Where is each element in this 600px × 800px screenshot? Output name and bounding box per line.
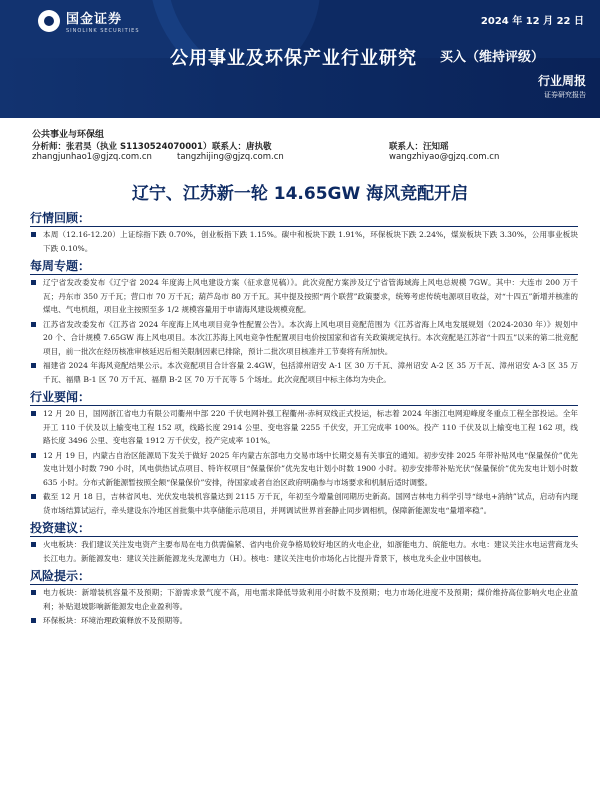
bullet-icon xyxy=(31,411,36,416)
bullet-item: 电力板块：新增装机容量不及预期；下游需求景气度不高，用电需求降低导致利用小时数不及预期；电力市场化进度不及预期；煤价维持高位影响火电企业盈利；补贴退坡影响新能源发电企业盈利等。 xyxy=(30,586,578,613)
bullet-item: 12 月 19 日，内蒙古自治区能源局下发关于做好 2025 年内蒙古东部电力交易市场中长期交易有关事宜的通知。初步安排 2025 年带补贴风电“保量保价”优先发电计划小时数 790 小时，风电供热试点项目、特许权项目“保量保价”优先发电计划小时数 1900 小时。初步安排带补贴光伏“保量保价”优先发电计划小时数 635 小时。分布式新能源暂按照全额“保量保价”安排，待国家或者自治区政府明确参与市场要求和机制后适时调整。 xyxy=(30,449,578,490)
header-banner xyxy=(0,0,600,118)
logo-icon xyxy=(38,10,60,32)
bullet-icon xyxy=(31,453,36,458)
bullet-item: 辽宁省发改委发布《辽宁省 2024 年度海上风电建设方案（征求意见稿）》。此次竞配方案涉及辽宁省管海域海上风电总规模 7GW。其中：大连市 200 万千瓦；丹东市 350 万千瓦；营口市 70 万千瓦；葫芦岛市 80 万千瓦。其中提及按照“两个联营”政策要求，统筹考虑传统电源项目收益，对“十四五”新增并核准的煤电、气电机组，项目业主按照至多 1/2 规模容量用于申请海风建设规模竞配。 xyxy=(30,276,578,317)
brand-name-en: SINOLINK SECURITIES xyxy=(66,28,140,34)
analyst-name: 分析师：张君昊（执业 S1130524070001） xyxy=(32,142,212,152)
bullet-item: 12 月 20 日，国网浙江省电力有限公司衢州中部 220 千伏电网补强工程衢州-赤柯双线正式投运，标志着 2024 年浙江电网迎峰度冬重点工程全部投运。全年开工 110 千伏及以上输变电工程 152 项，线路长度 2914 公里、变电容量 2255 千伏安，开工完成率 100%。投产 110 千伏及以上输变电工程 162 项，线路长度 3496 公里、变电容量 1912 万千伏安，投产完成率 101%。 xyxy=(30,407,578,448)
email-link[interactable]: zhangjunhao1@gjzq.com.cn xyxy=(32,152,152,162)
section-investment-advice xyxy=(30,520,578,565)
report-date: 2024 年 12 月 22 日 xyxy=(480,16,584,27)
report-title: 辽宁、江苏新一轮 14.65GW 海风竞配开启 xyxy=(131,184,469,204)
section-risk-warning xyxy=(30,568,578,628)
sector-group: 公共事业与环保组 xyxy=(32,130,105,140)
section-industry-news xyxy=(30,389,578,517)
bullet-icon xyxy=(31,494,36,499)
contact-name: 联系人：汪知瑶 xyxy=(389,142,449,152)
section-market-review xyxy=(30,210,578,255)
brand-logo xyxy=(38,8,140,34)
section-weekly-topic xyxy=(30,258,578,386)
bullet-icon xyxy=(31,322,36,327)
bullet-icon xyxy=(31,542,36,547)
bullet-item: 截至 12 月 18 日，吉林省风电、光伏发电装机容量达到 2115 万千瓦，年初至今增量创同期历史新高。国网吉林电力科学引导“绿电+消纳”试点，启动有内现货市场结算试运行，牵头建设东冷地区首批集中共享储能示范项目，并网调试世界首套静止同步调相机，保障新能源发电“量增率稳”。 xyxy=(30,490,578,517)
contact-name: 联系人：唐执敬 xyxy=(212,142,272,152)
bullet-icon xyxy=(31,590,36,595)
rating-badge: 买入（维持评级） xyxy=(439,50,544,65)
bullet-item: 本周（12.16-12.20）上证综指下跌 0.70%，创业板指下跌 1.15%。碳中和板块下跌 1.91%，环保板块下跌 2.24%，煤炭板块下跌 3.30%，公用事业板块下跌 0.10%。 xyxy=(30,228,578,255)
report-subtype: 证券研究报告 xyxy=(544,91,586,99)
brand-name: 国金证券 xyxy=(66,12,123,27)
bullet-item: 火电板块：我们建议关注发电资产主要布局在电力供需偏紧、省内电价竞争格局较好地区的火电企业，如浙能电力、皖能电力。水电：建议关注水电运营商龙头长江电力。新能源发电：建议关注新能源龙头龙源电力（H）。核电：建议关注电价市场化占比提升背景下，核电龙头企业中国核电。 xyxy=(30,538,578,565)
email-link[interactable]: tangzhijing@gjzq.com.cn xyxy=(177,152,284,162)
section-heading: 风险提示： xyxy=(30,568,578,584)
section-heading: 每周专题： xyxy=(30,258,578,274)
email-link[interactable]: wangzhiyao@gjzq.com.cn xyxy=(389,152,500,162)
report-body xyxy=(30,210,578,631)
bullet-item: 福建省 2024 年海风竞配结果公示。本次竞配项目合计容量 2.4GW，包括漳州诏安 A-1 区 30 万千瓦、漳州诏安 A-2 区 35 万千瓦、漳州诏安 A-3 区 35 万千瓦、福鼎 B-1 区 70 万千瓦、福鼎 B-2 区 70 万千瓦等 5 个场址。此次竞配项目中标主体均为央企。 xyxy=(30,359,578,386)
section-heading: 行业要闻： xyxy=(30,389,578,405)
analyst-block xyxy=(32,140,572,164)
bullet-item: 环保板块：环境治理政策释放不及预期等。 xyxy=(30,614,578,628)
analyst-names-row xyxy=(32,140,572,152)
bullet-item: 江苏省发改委发布《江苏省 2024 年度海上风电项目竞争性配置公告》。本次海上风电项目竞配范围为《江苏省海上风电发展规划（2024-2030 年）》规划中 20 个、合计规模 7.65GW 海上风电项目。本次江苏海上风电竞争性配置项目电价按国家和省有关政策规定执行。本次竞配是江苏省“十四五”以来的第二批竞配项目，前一批次在经历核准审核延迟后相关限制因素已排除，预计二批次项目核准并工节奏将有所加快。 xyxy=(30,318,578,359)
bullet-icon xyxy=(31,280,36,285)
analyst-emails-row xyxy=(32,152,572,164)
bullet-icon xyxy=(31,618,36,623)
section-heading: 投资建议： xyxy=(30,520,578,536)
section-heading: 行情回顾： xyxy=(30,210,578,226)
bullet-icon xyxy=(31,363,36,368)
bullet-icon xyxy=(31,232,36,237)
report-type: 行业周报 xyxy=(537,74,586,88)
industry-title: 公用事业及环保产业行业研究 xyxy=(170,48,417,69)
